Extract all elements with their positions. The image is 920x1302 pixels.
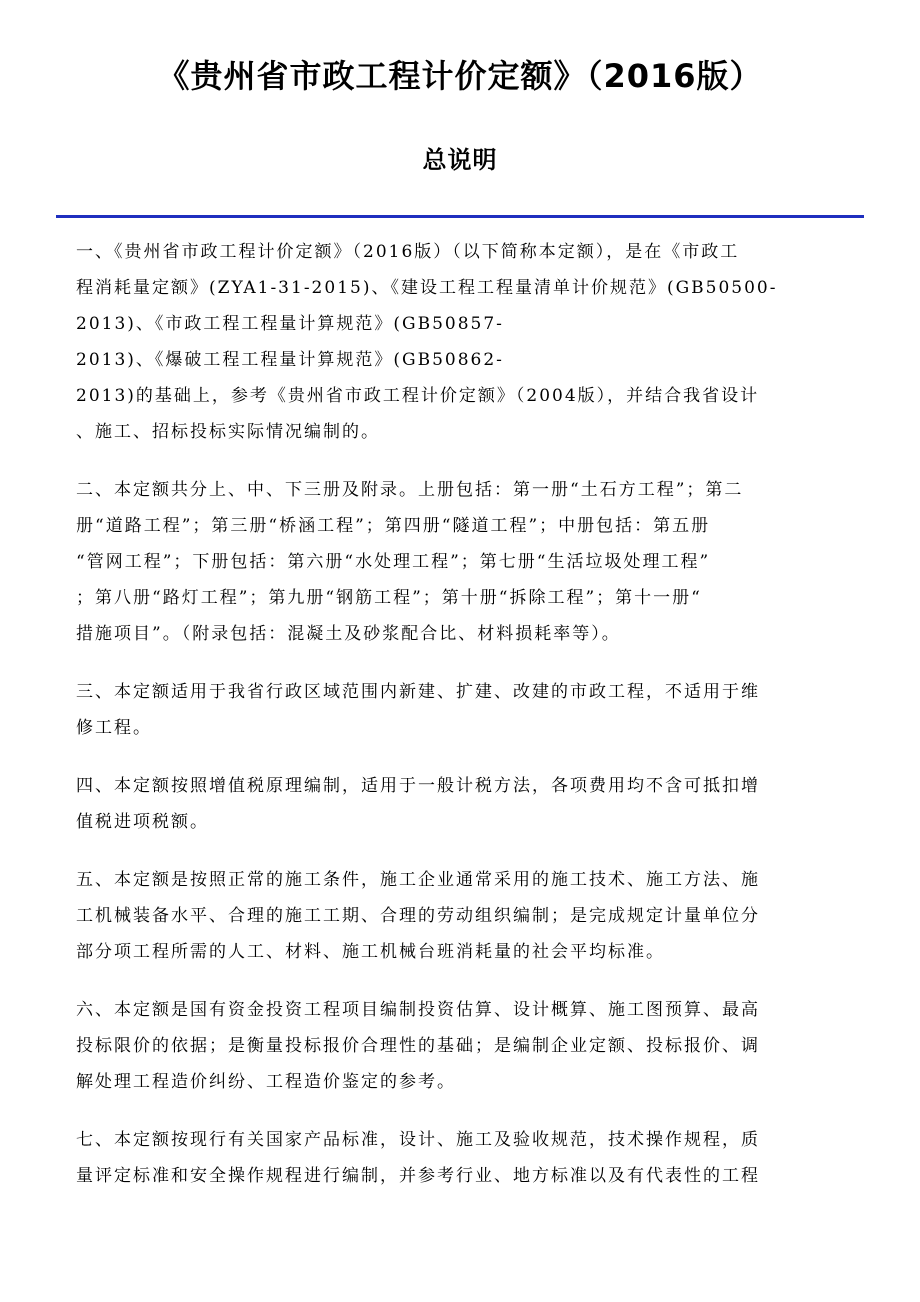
paragraph-6 — [76, 992, 828, 1100]
paragraph-line: ；第八册“路灯工程”；第九册“钢筋工程”；第十册“拆除工程”；第十一册“ — [76, 588, 702, 608]
paragraph-line: 量评定标准和安全操作规程进行编制，并参考行业、地方标准以及有代表性的工程 — [76, 1166, 760, 1186]
paragraph-line: 部分项工程所需的人工、材料、施工机械台班消耗量的社会平均标准。 — [76, 942, 665, 962]
paragraph-line: 解处理工程造价纠纷、工程造价鉴定的参考。 — [76, 1072, 456, 1092]
paragraph-line: 七、本定额按现行有关国家产品标准，设计、施工及验收规范，技术操作规程，质 — [76, 1130, 760, 1150]
paragraph-line: 六、本定额是国有资金投资工程项目编制投资估算、设计概算、施工图预算、最高 — [76, 1000, 760, 1020]
paragraph-line: 值税进项税额。 — [76, 812, 209, 832]
paragraph-line: 五、本定额是按照正常的施工条件，施工企业通常采用的施工技术、施工方法、施 — [76, 870, 760, 890]
paragraph-line: 、施工、招标投标实际情况编制的。 — [76, 422, 380, 442]
paragraph-line: 2013)的基础上，参考《贵州省市政工程计价定额》（2004版），并结合我省设计 — [76, 386, 760, 406]
paragraph-line: 程消耗量定额》(ZYA1-31-2015)、《建设工程工程量清单计价规范》(GB50500- — [76, 278, 778, 298]
paragraph-line: 2013)、《市政工程工程量计算规范》(GB50857- — [76, 314, 504, 334]
paragraph-3 — [76, 674, 828, 746]
document-body — [76, 234, 828, 1216]
paragraph-2 — [76, 472, 828, 652]
paragraph-line: 二、本定额共分上、中、下三册及附录。上册包括：第一册“土石方工程”；第二 — [76, 480, 744, 500]
paragraph-line: 三、本定额适用于我省行政区域范围内新建、扩建、改建的市政工程，不适用于维 — [76, 682, 760, 702]
title-divider — [56, 215, 864, 218]
paragraph-line: 措施项目”。（附录包括：混凝土及砂浆配合比、材料损耗率等）。 — [76, 624, 621, 644]
document-title: 《贵州省市政工程计价定额》（2016版） — [157, 57, 763, 95]
paragraph-7 — [76, 1122, 828, 1194]
paragraph-line: 册“道路工程”；第三册“桥涵工程”；第四册“隧道工程”；中册包括：第五册 — [76, 516, 711, 536]
paragraph-4 — [76, 768, 828, 840]
paragraph-line: “管网工程”；下册包括：第六册“水处理工程”；第七册“生活垃圾处理工程” — [76, 552, 711, 572]
paragraph-5 — [76, 862, 828, 970]
paragraph-line: 四、本定额按照增值税原理编制，适用于一般计税方法，各项费用均不含可抵扣增 — [76, 776, 760, 796]
paragraph-line: 2013)、《爆破工程工程量计算规范》(GB50862- — [76, 350, 504, 370]
paragraph-line: 工机械装备水平、合理的施工工期、合理的劳动组织编制；是完成规定计量单位分 — [76, 906, 760, 926]
paragraph-line: 修工程。 — [76, 718, 152, 738]
paragraph-line: 投标限价的依据；是衡量投标报价合理性的基础；是编制企业定额、投标报价、调 — [76, 1036, 760, 1056]
paragraph-line: 一、《贵州省市政工程计价定额》（2016版）（以下简称本定额），是在《市政工 — [76, 242, 740, 262]
paragraph-1 — [76, 234, 828, 450]
section-title: 总说明 — [422, 146, 498, 174]
